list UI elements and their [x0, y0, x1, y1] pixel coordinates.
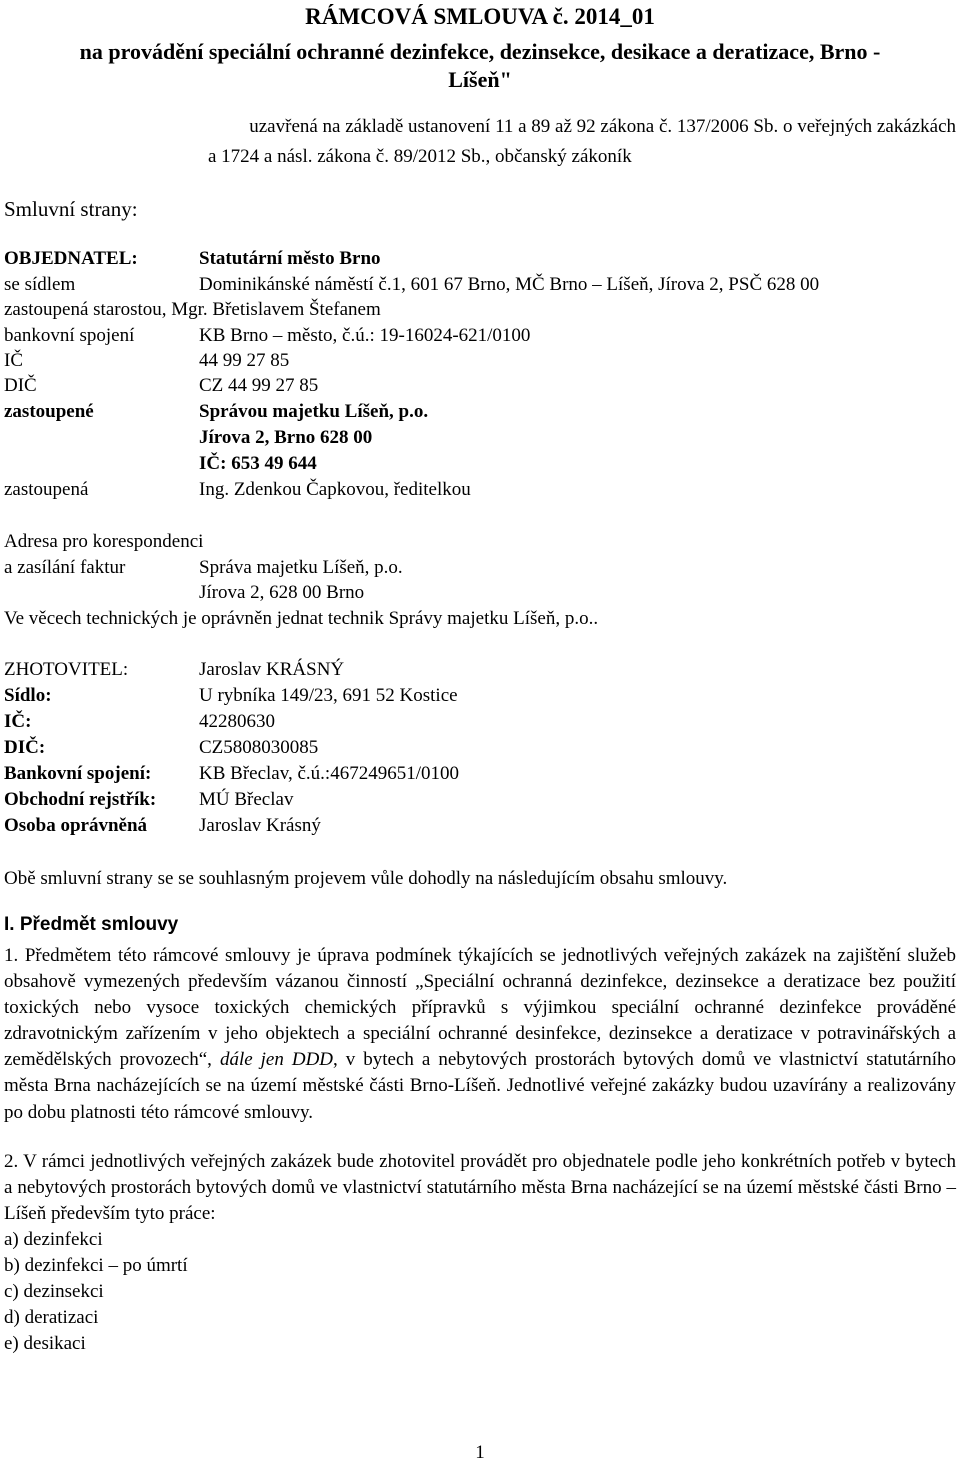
- objednatel-bank-value: KB Brno – město, č.ú.: 19-16024-621/0100: [199, 325, 531, 346]
- objednatel-seat-label: se sídlem: [4, 274, 76, 295]
- page-number: 1: [475, 1442, 485, 1463]
- objednatel-label: OBJEDNATEL:: [4, 248, 138, 269]
- zhotovitel-dic-value: CZ5808030085: [199, 737, 319, 758]
- contract-subtitle-line2: Líšeň": [448, 67, 512, 92]
- correspondence-line1: Adresa pro korespondenci: [4, 531, 204, 552]
- zhotovitel-seat-label: Sídlo:: [4, 685, 52, 706]
- objednatel-ic-value: 44 99 27 85: [199, 350, 290, 371]
- correspondence-label: a zasílání faktur: [4, 557, 126, 578]
- contract-title: RÁMCOVÁ SMLOUVA č. 2014_01: [305, 4, 655, 29]
- zhotovitel-seat-value: U rybníka 149/23, 691 52 Kostice: [199, 685, 458, 706]
- correspondence-value2: Jírova 2, 628 00 Brno: [199, 582, 365, 603]
- objednatel-dic-label: DIČ: [4, 375, 37, 396]
- zhotovitel-name: Jaroslav KRÁSNÝ: [199, 659, 345, 680]
- list-item: d) deratizaci: [4, 1307, 99, 1328]
- zhotovitel-person-label: Osoba oprávněná: [4, 815, 148, 836]
- zhotovitel-person-value: Jaroslav Krásný: [199, 815, 321, 836]
- objednatel-rep2-value: Ing. Zdenkou Čapkovou, ředitelkou: [199, 479, 471, 500]
- zhotovitel-label: ZHOTOVITEL:: [4, 659, 129, 680]
- zhotovitel-bank-value: KB Břeclav, č.ú.:467249651/0100: [199, 763, 459, 784]
- objednatel-rep2-label: zastoupená: [4, 479, 89, 500]
- objednatel-rep-value1: Správou majetku Líšeň, p.o.: [199, 401, 429, 422]
- correspondence-note: Ve věcech technických je oprávněn jednat technik Správy majetku Líšeň, p.o..: [4, 608, 599, 629]
- paragraph-2: 2. V rámci jednotlivých veřejných zakázek bude zhotovitel provádět pro objednatele podle jeho konkrétních potřeb v bytech a nebytových prostorách bytových domů ve vlastnictví statutárního města Brna nacházející se na území městské části Brno – Líšeň především tyto práce:: [4, 1151, 956, 1225]
- list-item: c) dezinsekci: [4, 1281, 104, 1302]
- objednatel-bank-label: bankovní spojení: [4, 325, 135, 346]
- objednatel-dic-value: CZ 44 99 27 85: [199, 375, 319, 396]
- work-list: [4, 1227, 188, 1357]
- objednatel-seat-value: Dominikánské náměstí č.1, 601 67 Brno, MČ Brno – Líšeň, Jírova 2, PSČ 628 00: [199, 274, 820, 295]
- objednatel-name: Statutární město Brno: [199, 248, 381, 269]
- zhotovitel-register-value: MÚ Břeclav: [199, 789, 294, 810]
- paragraph-1-italic: dále jen DDD: [219, 1049, 334, 1071]
- list-item: a) dezinfekci: [4, 1229, 103, 1250]
- zhotovitel-dic-label: DIČ:: [4, 737, 46, 758]
- list-item: e) desikaci: [4, 1333, 86, 1354]
- legal-basis-line1: uzavřená na základě ustanovení 11 a 89 až 92 zákona č. 137/2006 Sb. o veřejných zakázkách: [249, 116, 956, 137]
- section-heading: I. Předmět smlouvy: [4, 914, 179, 935]
- objednatel-rep-value2: Jírova 2, Brno 628 00: [199, 427, 373, 448]
- paragraph-1: [4, 943, 956, 1126]
- objednatel-rep-label: zastoupené: [4, 401, 94, 422]
- paragraph-1-text-end: , v bytech a nebytových prostorách bytových domů ve vlastnictví statutárního města Brna nacházejících se na území městské části Brno-Líšeň. Jednotlivé veřejné zakázky budou uzavírány a realizovány po dobu platnosti této rámcové smlouvy.: [4, 1049, 956, 1123]
- zhotovitel-ic-label: IČ:: [4, 711, 32, 732]
- zhotovitel-ic-value: 42280630: [199, 711, 275, 732]
- agreement-sentence: Obě smluvní strany se se souhlasným projevem vůle dohodly na následujícím obsahu smlouvy.: [4, 868, 728, 889]
- parties-heading: Smluvní strany:: [4, 197, 138, 221]
- objednatel-represented: zastoupená starostou, Mgr. Břetislavem Štefanem: [4, 299, 381, 320]
- zhotovitel-register-label: Obchodní rejstřík:: [4, 789, 157, 810]
- zhotovitel-bank-label: Bankovní spojení:: [4, 763, 152, 784]
- legal-basis-line2: a 1724 a násl. zákona č. 89/2012 Sb., občanský zákoník: [208, 146, 632, 167]
- correspondence-value1: Správa majetku Líšeň, p.o.: [199, 557, 403, 578]
- objednatel-rep-value3: IČ: 653 49 644: [199, 453, 317, 474]
- contract-subtitle-line1: na provádění speciální ochranné dezinfekce, dezinsekce, desikace a deratizace, Brno -: [79, 39, 881, 64]
- list-item: b) dezinfekci – po úmrtí: [4, 1255, 188, 1276]
- paragraph-1-text: 1. Předmětem této rámcové smlouvy je úprava podmínek týkajících se jednotlivých veřejných zakázek na zajištění služeb obsahově vymezených především vázanou činností „Speciální ochranná dezinfekce, dezinsekce a deratizace bez použití toxických nebo vysoce toxických chemických přípravků s výjimkou speciální ochranné dezinfekce prováděné zdravotnickým zařízením v jeho objektech a speciální ochranné desinfekce, dezinsekce a deratizace v potravinářských a zemědělských provozech“,: [4, 945, 956, 1071]
- objednatel-ic-label: IČ: [4, 350, 23, 371]
